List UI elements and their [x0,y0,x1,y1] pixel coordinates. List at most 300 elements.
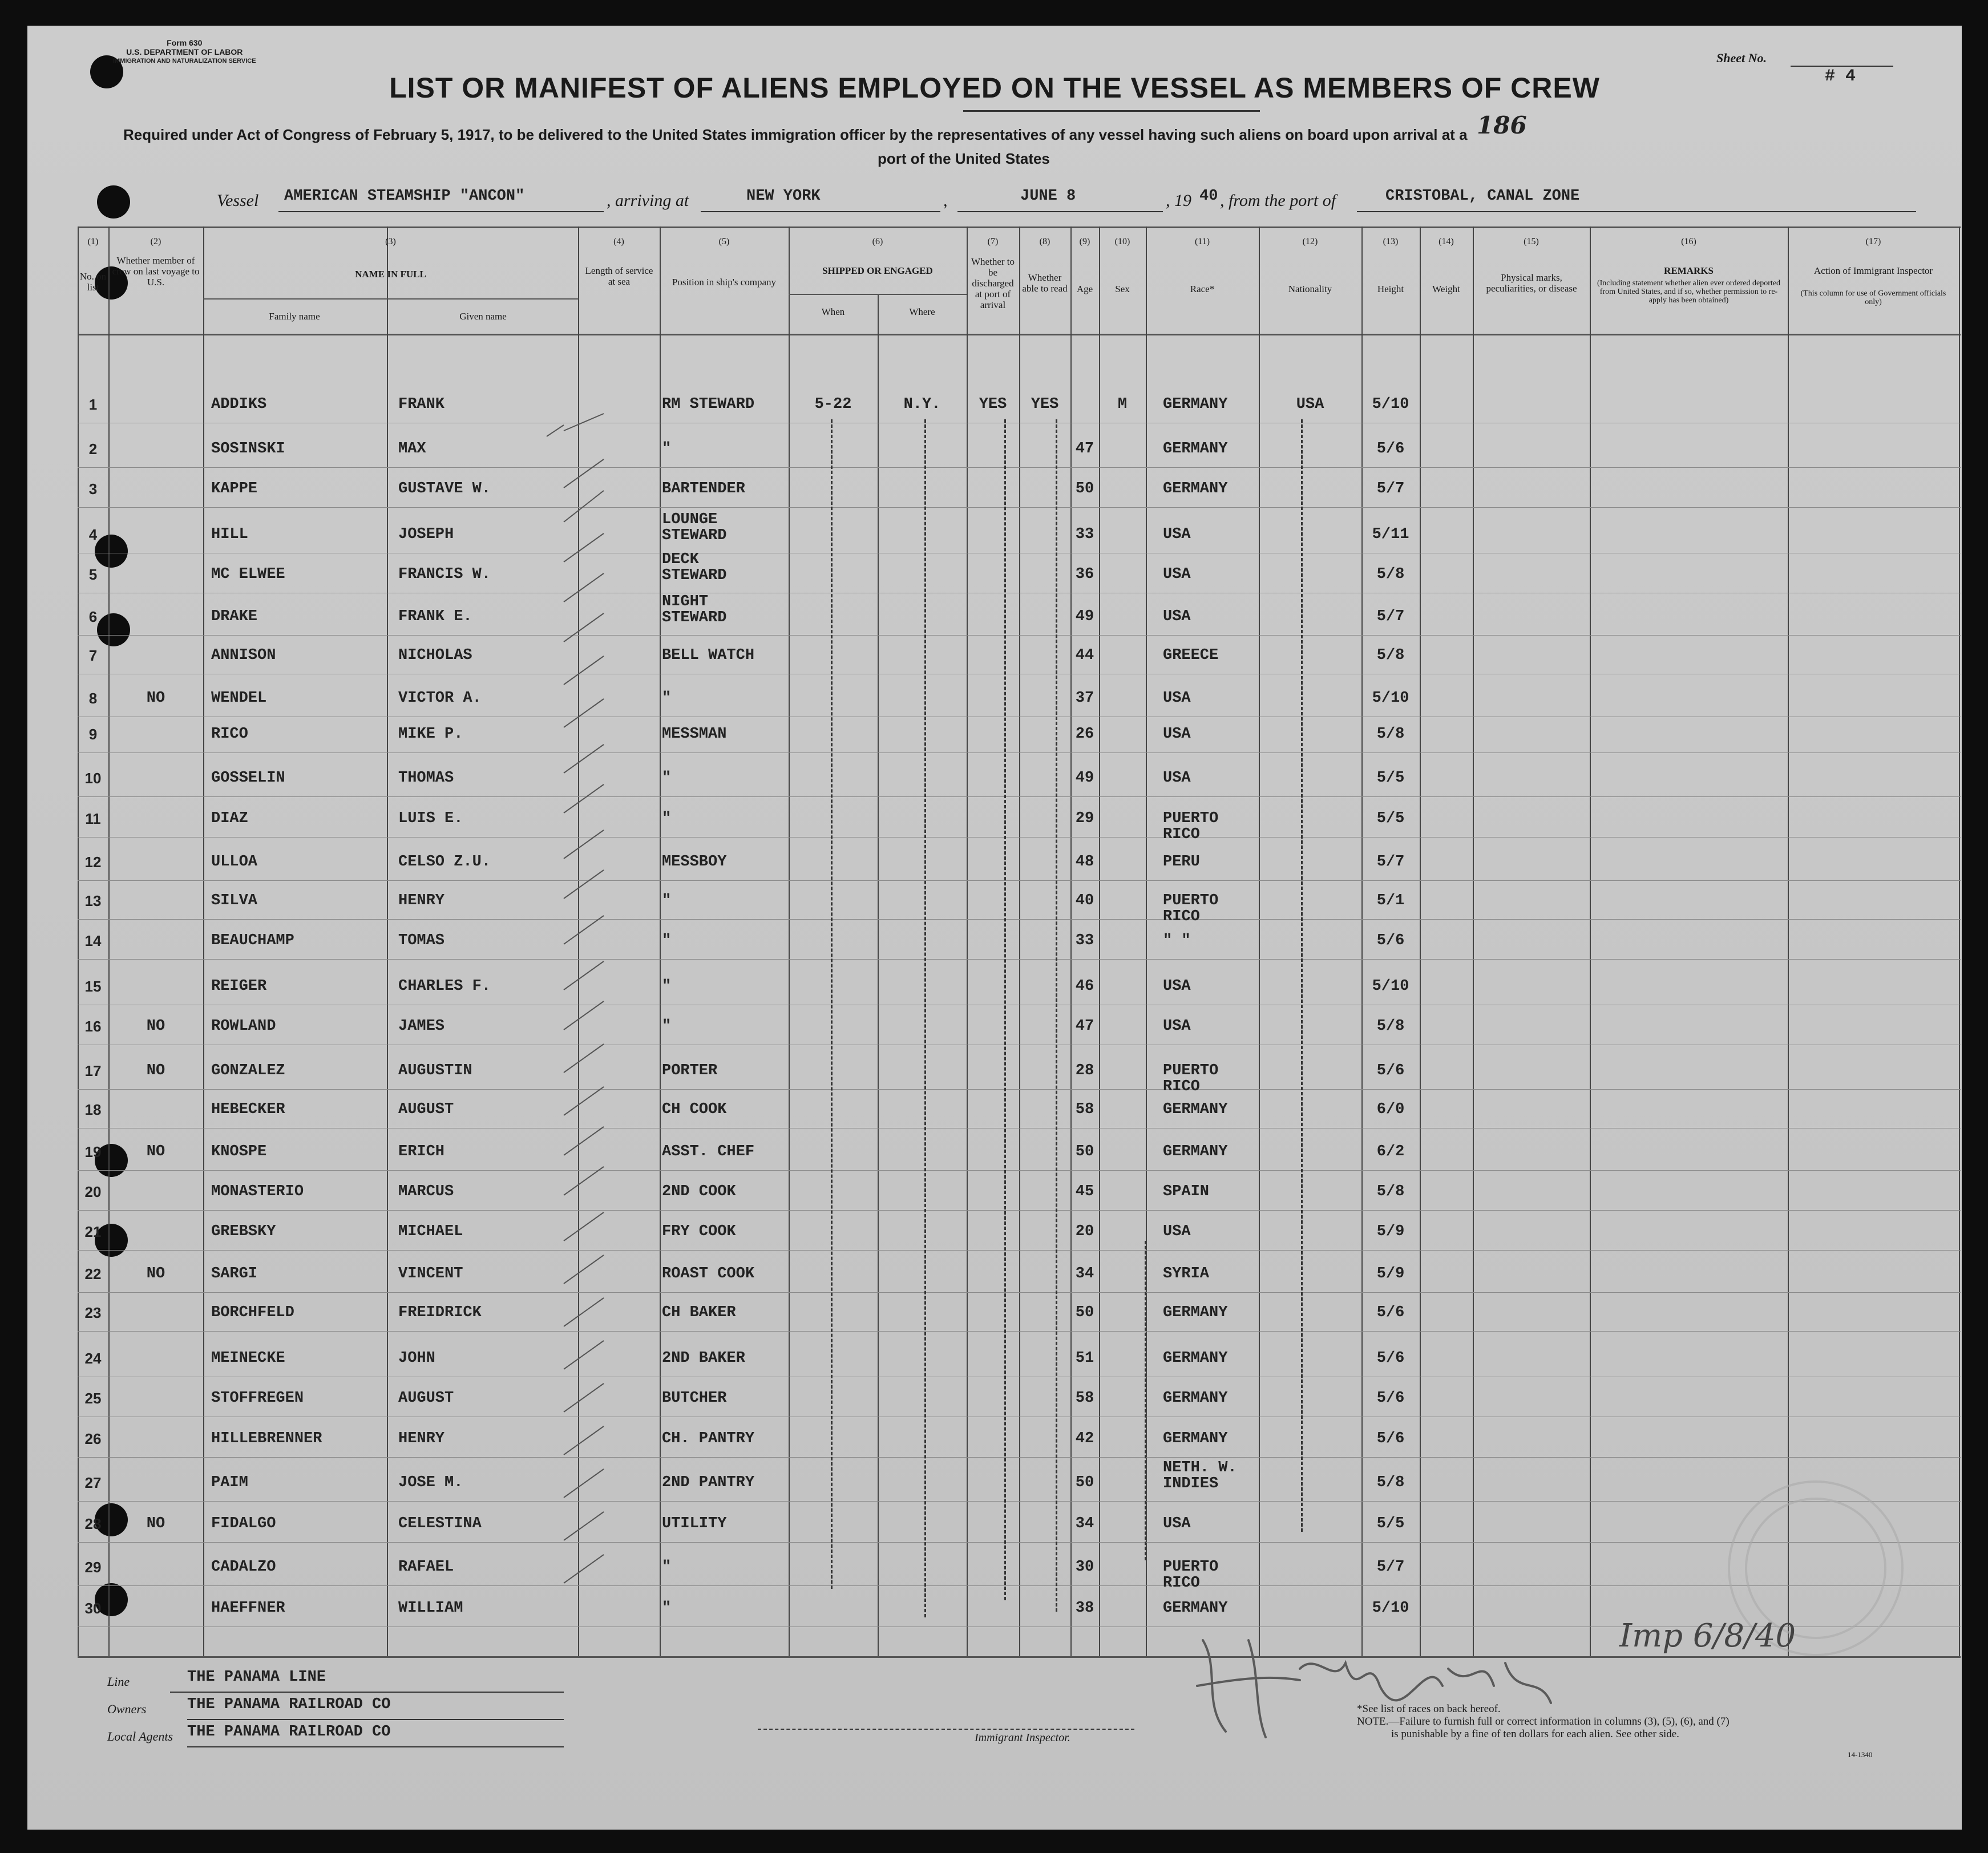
cell-height: 5/6 [1376,1062,1405,1079]
header-length-of-service: Length of service at sea [585,265,653,287]
sheet-number: # 4 [1825,67,1856,86]
cell-no: 14 [84,932,102,949]
cell-position: " [662,440,672,458]
arrival-date: JUNE 8 [1020,188,1076,205]
cell-position: ROAST COOK [662,1265,755,1282]
cell-height: 5/9 [1376,1223,1405,1240]
cell-family: DRAKE [211,608,258,625]
cell-no: 20 [84,1183,102,1200]
cell-race: GERMANY [1163,1101,1228,1118]
col-num-11: (11) [1194,237,1210,246]
inspector-label: Immigrant Inspector. [975,1731,1070,1744]
cell-position: BELL WATCH [662,647,755,664]
cell-race: USA [1163,770,1191,787]
header-discharged: Whether to be discharged at port of arrival [971,256,1015,310]
cell-sex: M [1117,396,1128,413]
header-when: When [821,306,845,317]
header-last-voyage: Whether member of crew on last voyage to U.S. [112,255,200,288]
header-remarks-detail: (Including statement whether alien ever ordered deported from United States, and if so, whether permission to re-apply has been obtained) [1597,279,1781,305]
cell-position: " [662,932,672,949]
cell-race: GERMANY [1163,1350,1228,1367]
line-label: Line [107,1674,130,1689]
cell-no: 10 [84,770,102,787]
cell-given: CHARLES F. [398,978,491,995]
cell-race: GERMANY [1163,1390,1228,1407]
cell-no: 23 [84,1304,102,1321]
cell-height: 5/10 [1372,1600,1409,1617]
cell-race: PUERTO RICO [1163,810,1219,843]
header-family-name: Family name [269,311,320,322]
cell-no: 28 [84,1515,102,1532]
cell-family: DIAZ [211,810,248,827]
header-name-in-full: NAME IN FULL [355,269,426,280]
cell-nationality: USA [1296,396,1324,413]
cell-age: 44 [1075,647,1094,664]
cell-given: RAFAEL [398,1559,454,1576]
cell-position: 2ND COOK [662,1183,736,1200]
ditto-line [1004,419,1006,1600]
cell-position: CH. PANTRY [662,1430,755,1447]
cell-height: 5/10 [1372,690,1409,707]
cell-family: KNOSPE [211,1143,267,1160]
header-given-name: Given name [459,311,507,322]
cell-given: FREIDRICK [398,1304,482,1321]
cell-prev: NO [146,690,165,707]
cell-given: MAX [398,440,426,458]
cell-family: GREBSKY [211,1223,276,1240]
cell-race: USA [1163,566,1191,583]
cell-age: 33 [1075,526,1094,543]
cell-age: 37 [1075,690,1094,707]
cell-race: GERMANY [1163,1600,1228,1617]
cell-family: SOSINSKI [211,440,285,458]
header-shipped-engaged: SHIPPED OR ENGAGED [822,265,933,276]
col-num-13: (13) [1383,237,1399,246]
subtitle-line-2: port of the United States [878,150,1050,167]
cell-position: RM STEWARD [662,396,755,413]
cell-family: ANNISON [211,647,276,664]
cell-height: 5/6 [1376,932,1405,949]
col-num-10: (10) [1114,237,1130,246]
col-num-17: (17) [1865,237,1881,246]
cell-height: 6/0 [1376,1101,1405,1118]
cell-height: 5/8 [1376,726,1405,743]
cell-position: DECK STEWARD [662,551,727,584]
cell-age: 36 [1075,566,1094,583]
cell-no: 18 [84,1101,102,1118]
owners-label: Owners [107,1702,147,1716]
cell-no: 29 [84,1559,102,1576]
arriving-port: NEW YORK [746,188,821,205]
cell-age: 40 [1075,892,1094,909]
subtitle-line-1: Required under Act of Congress of February 5, 1917, to be delivered to the United States immigration officer by the representatives of any vessel having such aliens on board upon arrival at a [123,126,1468,143]
cell-age: 47 [1075,1018,1094,1035]
cell-position: BARTENDER [662,480,745,497]
cell-family: HEBECKER [211,1101,285,1118]
sheet-label: Sheet No. [1716,51,1767,65]
col-num-1: (1) [87,237,99,246]
cell-position: FRY COOK [662,1223,736,1240]
cell-no: 11 [85,810,101,827]
header-age: Age [1076,284,1093,294]
cell-race: GERMANY [1163,396,1228,413]
cell-given: GUSTAVE W. [398,480,491,497]
cell-age: 58 [1075,1390,1094,1407]
cell-age: 48 [1075,853,1094,871]
cell-given: WILLIAM [398,1600,463,1617]
cell-age: 38 [1075,1600,1094,1617]
arriving-label: , arriving at [607,191,689,210]
cell-position: " [662,1018,672,1035]
col-num-5: (5) [718,237,730,246]
cell-position: " [662,892,672,909]
cell-family: PAIM [211,1474,248,1491]
cell-race: SPAIN [1163,1183,1210,1200]
cell-age: 20 [1075,1223,1094,1240]
cell-race: GERMANY [1163,1430,1228,1447]
cell-family: MEINECKE [211,1350,285,1367]
header-able-to-read: Whether able to read [1022,272,1068,294]
signature-note: Imp 6/8/40 [1619,1617,1796,1654]
cell-family: BEAUCHAMP [211,932,294,949]
cell-where: N.Y. [903,396,941,413]
cell-no: 15 [84,978,102,995]
cell-family: SILVA [211,892,258,909]
cell-given: JOSEPH [398,526,454,543]
header-position: Position in ship's company [672,277,777,288]
cell-height: 5/11 [1372,526,1409,543]
cell-age: 50 [1075,480,1094,497]
cell-no: 26 [84,1430,102,1447]
cell-age: 30 [1075,1559,1094,1576]
cell-height: 5/5 [1376,1515,1405,1532]
cell-given: AUGUSTIN [398,1062,472,1079]
header-inspector-action: Action of Immigrant Inspector [1813,265,1933,276]
cell-height: 5/6 [1376,440,1405,458]
cell-position: PORTER [662,1062,718,1079]
cell-given: ERICH [398,1143,445,1160]
cell-given: THOMAS [398,770,454,787]
vessel-name: AMERICAN STEAMSHIP "ANCON" [284,188,525,205]
cell-no: 13 [84,892,102,909]
department-name: U.S. DEPARTMENT OF LABOR [126,47,243,56]
races-note: *See list of races on back hereof. [1357,1703,1501,1715]
cell-no: 1 [88,396,98,413]
cell-position: LOUNGE STEWARD [662,511,727,544]
cell-age: 58 [1075,1101,1094,1118]
manifest-sheet: Form 630 U.S. DEPARTMENT OF LABOR IMMIGRATION AND NATURALIZATION SERVICE Sheet No. # 4 LIST OR MANIFEST OF ALIENS EMPLOYED ON THE VESSEL AS MEMBERS OF CREW Required under Act of Congress of February 5, 1917, to be delivered to the United States immigration officer by the representatives of any vessel having such aliens on board upon arrival at a port of the United States 186 Vessel AMERICAN STEAMSHIP "ANCON" , arriving at NEW YORK , JUNE 8 , 19 40 , from the port of CRISTOBAL, CANAL ZONE (1) (2) (3) (4) (5) (6) (7) (8) (9) (10) (11) (12) (13) (14) (15) (16) (17) No. on list Whether member of crew on last voyage to U.S. NAME IN FULL Family name Given name Length of service at sea Position in ship's company SHIPPED OR ENGAGED When Where Whether to be discharged at port of arrival Whether able to read Age Sex Race* Nationality Height Weight Physical marks, peculiarities, or disease REMARKS (Including statement whether alien ever ordered deported from United States, and if so, whether permission to re-apply has been obtained) Action of Immigrant Inspector (This column for use of Government officials only) 1 ADDIKS FRANK RM STEWARD 5-22 N.Y. YES YES M GERMANY USA 5/10 2 SOSINSKI MAX " 47 GERMANY 5/6 3 KAPPE GUSTAVE W. BARTENDER 50 GERMANY 5/7 4 HILL JOSEPH LOUNGE STEWARD 33 USA 5/11 5 MC ELWEE FRANCIS W. DECK STEWARD 36 USA 5/8 6 DRAKE FRANK E. NIGHT STEWARD 49 USA 5/7 7 ANNISON NICHOLAS BELL WATCH 44 GREECE 5/8 8 NO WENDEL VICTOR A. " 37 USA 5/10 9 RICO MIKE P. MESSMAN 26 USA 5/8 10 GOSSELIN THOMAS " 49 USA 5/5 11 DIAZ LUIS E. " 29 PUERTO RICO 5/5 12 ULLOA CELSO Z.U. MESSBOY 48 PERU 5/7 13 SILVA HENRY " 40 PUERTO RICO 5/1 14 BEAUCHAMP TOMAS " 33 " " 5/6 15 REIGER CHARLES F. " 46 USA 5/10 16 NO ROWLAND JAMES " 47 USA 5/8 17 NO GONZALEZ AUGUSTIN PORTER 28 PUERTO RICO 5/6 18 HEBECKER AUGUST CH COOK 58 GERMANY 6/0 19 NO KNOSPE ERICH ASST. CHEF 50 GERMANY 6/2 20 MONASTERIO MARCUS 2ND COOK 45 SPAIN 5/8 21 GREBSKY MICHAEL FRY COOK 20 USA 5/9 22 NO SARGI VINCENT ROAST COOK 34 SYRIA 5/9 23 BORCHFELD FREIDRICK CH BAKER 50 GERMANY 5/6 24 MEINECKE JOHN 2ND BAKER 51 GERMANY 5/6 25 STOFFREGEN AUGUST BUTCHER 58 GERMANY 5/6 26 HILLEBRENNER HENRY CH. PANTRY 42 GERMANY 5/6 27 PAIM JOSE M. 2ND PANTRY 50 NETH. W. INDIES 5/8 28 NO FIDALGO CELESTINA UTILITY 34 USA 5/5 29 CADALZO RAFAEL " 30 PUERTO RICO 5/7 30 HAEFFNER WILLIAM " 38 GERMANY 5/10 Imp 6/8/40 Line THE PANAMA LINE Owners THE PANAMA RAILROAD CO Local Agents THE PANAMA RAILROAD CO Immigrant Inspector. *See list of races on back hereof. NOTE.—Failure to furnish full or correct information in columns (3), (5), (6), and (7) is punishable by a fine of ten dollars for each alien. See other side. 14-1340 [27,26,1962,1830]
cell-prev: NO [146,1515,165,1532]
col-num-16: (16) [1681,237,1696,246]
cell-prev: NO [146,1018,165,1035]
cell-given: HENRY [398,892,445,909]
cell-no: 25 [84,1390,102,1407]
col-num-6: (6) [872,237,883,246]
cell-age: 49 [1075,770,1094,787]
cell-position: " [662,690,672,707]
cell-no: 17 [84,1062,102,1079]
cell-height: 5/8 [1376,647,1405,664]
cell-height: 5/1 [1376,892,1405,909]
cell-given: LUIS E. [398,810,463,827]
arrival-year: 40 [1199,188,1218,205]
cell-race: USA [1163,726,1191,743]
cell-age: 49 [1075,608,1094,625]
cell-race: GREECE [1163,647,1219,664]
cell-race: SYRIA [1163,1265,1210,1282]
cell-age: 47 [1075,440,1094,458]
cell-height: 5/10 [1372,396,1409,413]
col-num-3: (3) [385,237,396,246]
cell-family: ULLOA [211,853,258,871]
cell-age: 28 [1075,1062,1094,1079]
cell-given: HENRY [398,1430,445,1447]
cell-race: NETH. W. INDIES [1163,1459,1237,1492]
cell-given: TOMAS [398,932,445,949]
cell-race: PERU [1163,853,1200,871]
cell-position: ASST. CHEF [662,1143,755,1160]
from-label: , from the port of [1220,191,1336,210]
cell-no: 2 [88,440,98,458]
header-inspector-action-detail: (This column for use of Government officials only) [1800,289,1946,306]
form-number: Form 630 [167,38,203,47]
cell-height: 5/6 [1376,1350,1405,1367]
page-title: LIST OR MANIFEST OF ALIENS EMPLOYED ON THE VESSEL AS MEMBERS OF CREW [389,72,1600,104]
cell-age: 42 [1075,1430,1094,1447]
cell-family: REIGER [211,978,267,995]
cell-when: 5-22 [814,396,852,413]
cell-race: USA [1163,1515,1191,1532]
cell-no: 24 [84,1350,102,1367]
cell-height: 5/5 [1376,810,1405,827]
cell-race: USA [1163,608,1191,625]
cell-family: BORCHFELD [211,1304,294,1321]
stamp-number: 186 [1477,111,1527,139]
cell-height: 5/9 [1376,1265,1405,1282]
cell-age: 34 [1075,1515,1094,1532]
line-value: THE PANAMA LINE [187,1669,326,1686]
cell-height: 5/7 [1376,853,1405,871]
cell-prev: NO [146,1143,165,1160]
cell-race: USA [1163,1018,1191,1035]
header-where: Where [909,306,935,317]
cell-age: 50 [1075,1143,1094,1160]
col-num-15: (15) [1524,237,1539,246]
cell-no: 12 [84,853,102,871]
header-sex: Sex [1115,284,1130,294]
cell-age: 26 [1075,726,1094,743]
cell-position: 2ND BAKER [662,1350,745,1367]
cell-family: HAEFFNER [211,1600,285,1617]
cell-prev: NO [146,1265,165,1282]
cell-height: 5/8 [1376,1183,1405,1200]
cell-position: " [662,978,672,995]
cell-read: YES [1031,396,1059,413]
cell-given: MICHAEL [398,1223,463,1240]
service-name: IMMIGRATION AND NATURALIZATION SERVICE [113,58,256,64]
col-num-8: (8) [1039,237,1050,246]
cell-race: USA [1163,526,1191,543]
cell-no: 3 [88,480,98,497]
cell-family: MC ELWEE [211,566,285,583]
cell-age: 33 [1075,932,1094,949]
cell-given: JAMES [398,1018,445,1035]
agents-label: Local Agents [107,1729,173,1743]
cell-height: 5/8 [1376,1018,1405,1035]
cell-height: 5/7 [1376,608,1405,625]
cell-age: 29 [1075,810,1094,827]
cell-family: ADDIKS [211,396,267,413]
cell-position: " [662,770,672,787]
cell-given: FRANK E. [398,608,472,625]
cell-no: 21 [84,1223,102,1240]
cell-family: WENDEL [211,690,267,707]
cell-given: VINCENT [398,1265,463,1282]
cell-given: AUGUST [398,1390,454,1407]
cell-no: 4 [88,526,98,543]
cell-no: 27 [84,1474,102,1491]
header-race: Race* [1190,284,1215,294]
ditto-line [1301,419,1303,1532]
cell-family: GOSSELIN [211,770,285,787]
agents-value: THE PANAMA RAILROAD CO [187,1723,391,1741]
cell-family: ROWLAND [211,1018,276,1035]
cell-age: 50 [1075,1304,1094,1321]
cell-age: 34 [1075,1265,1094,1282]
header-weight: Weight [1432,284,1460,294]
col-num-7: (7) [987,237,999,246]
cell-family: HILLEBRENNER [211,1430,322,1447]
cell-position: UTILITY [662,1515,727,1532]
cell-position: 2ND PANTRY [662,1474,755,1491]
cell-family: GONZALEZ [211,1062,285,1079]
cell-prev: NO [146,1062,165,1079]
cell-given: VICTOR A. [398,690,482,707]
cell-family: SARGI [211,1265,258,1282]
col-num-2: (2) [150,237,161,246]
cell-no: 19 [84,1143,102,1160]
col-num-14: (14) [1439,237,1454,246]
penalty-note-continued: is punishable by a fine of ten dollars for each alien. See other side. [1391,1728,1679,1740]
cell-no: 9 [88,726,98,743]
cell-race: " " [1163,932,1191,949]
header-height: Height [1377,284,1404,294]
print-code: 14-1340 [1848,1750,1873,1759]
cell-position: MESSBOY [662,853,727,871]
year-prefix: , 19 [1166,191,1191,210]
service-check-marks [541,345,666,1657]
from-port: CRISTOBAL, CANAL ZONE [1385,188,1580,205]
ditto-line [1056,419,1057,1612]
cell-no: 5 [88,566,98,583]
cell-no: 8 [88,690,98,707]
cell-race: PUERTO RICO [1163,1062,1219,1095]
cell-race: USA [1163,1223,1191,1240]
cell-given: AUGUST [398,1101,454,1118]
cell-height: 5/6 [1376,1430,1405,1447]
cell-discharged: YES [979,396,1007,413]
cell-position: " [662,1600,672,1617]
cell-no: 16 [84,1018,102,1035]
cell-family: MONASTERIO [211,1183,304,1200]
cell-family: FIDALGO [211,1515,276,1532]
cell-no: 7 [88,647,98,664]
cell-race: USA [1163,690,1191,707]
cell-race: PUERTO RICO [1163,1559,1219,1592]
cell-age: 50 [1075,1474,1094,1491]
cell-race: GERMANY [1163,440,1228,458]
form-identifier [113,38,256,66]
cell-position: CH BAKER [662,1304,736,1321]
cell-given: JOSE M. [398,1474,463,1491]
cell-race: GERMANY [1163,1304,1228,1321]
cell-height: 5/7 [1376,1559,1405,1576]
col-num-4: (4) [613,237,624,246]
cell-height: 5/6 [1376,1304,1405,1321]
cell-race: PUERTO RICO [1163,892,1219,925]
header-remarks: REMARKS [1664,265,1714,276]
ditto-line [1145,1241,1146,1560]
penalty-note: NOTE.—Failure to furnish full or correct information in columns (3), (5), (6), and (7) [1357,1716,1730,1727]
cell-family: KAPPE [211,480,258,497]
cell-height: 5/10 [1372,978,1409,995]
cell-given: CELESTINA [398,1515,482,1532]
cell-position: " [662,1559,672,1576]
cell-no: 6 [88,608,98,625]
cell-given: MIKE P. [398,726,463,743]
cell-age: 45 [1075,1183,1094,1200]
col-num-9: (9) [1079,237,1090,246]
owners-value: THE PANAMA RAILROAD CO [187,1696,391,1713]
cell-position: MESSMAN [662,726,727,743]
cell-given: MARCUS [398,1183,454,1200]
cell-given: JOHN [398,1350,435,1367]
cell-given: CELSO Z.U. [398,853,491,871]
ditto-line [924,419,926,1617]
cell-height: 5/8 [1376,1474,1405,1491]
cell-race: GERMANY [1163,480,1228,497]
vessel-label: Vessel [217,191,259,210]
col-num-12: (12) [1302,237,1318,246]
header-number-on-list: No. on list [79,271,107,293]
cell-position: BUTCHER [662,1390,727,1407]
cell-race: GERMANY [1163,1143,1228,1160]
header-nationality: Nationality [1288,284,1332,294]
cell-height: 5/6 [1376,1390,1405,1407]
cell-height: 6/2 [1376,1143,1405,1160]
cell-height: 5/7 [1376,480,1405,497]
cell-position: " [662,810,672,827]
cell-race: USA [1163,978,1191,995]
cell-position: NIGHT STEWARD [662,593,727,626]
cell-age: 46 [1075,978,1094,995]
cell-family: STOFFREGEN [211,1390,304,1407]
cell-no: 30 [84,1600,102,1617]
cell-given: FRANCIS W. [398,566,491,583]
cell-position: CH COOK [662,1101,727,1118]
ditto-line [831,419,833,1589]
cell-family: HILL [211,526,248,543]
cell-height: 5/8 [1376,566,1405,583]
header-physical-marks: Physical marks, peculiarities, or disease [1486,272,1577,294]
cell-age: 51 [1075,1350,1094,1367]
cell-given: FRANK [398,396,445,413]
cell-no: 22 [84,1265,102,1282]
cell-family: RICO [211,726,248,743]
cell-given: NICHOLAS [398,647,472,664]
punch-hole [97,185,130,219]
cell-height: 5/5 [1376,770,1405,787]
